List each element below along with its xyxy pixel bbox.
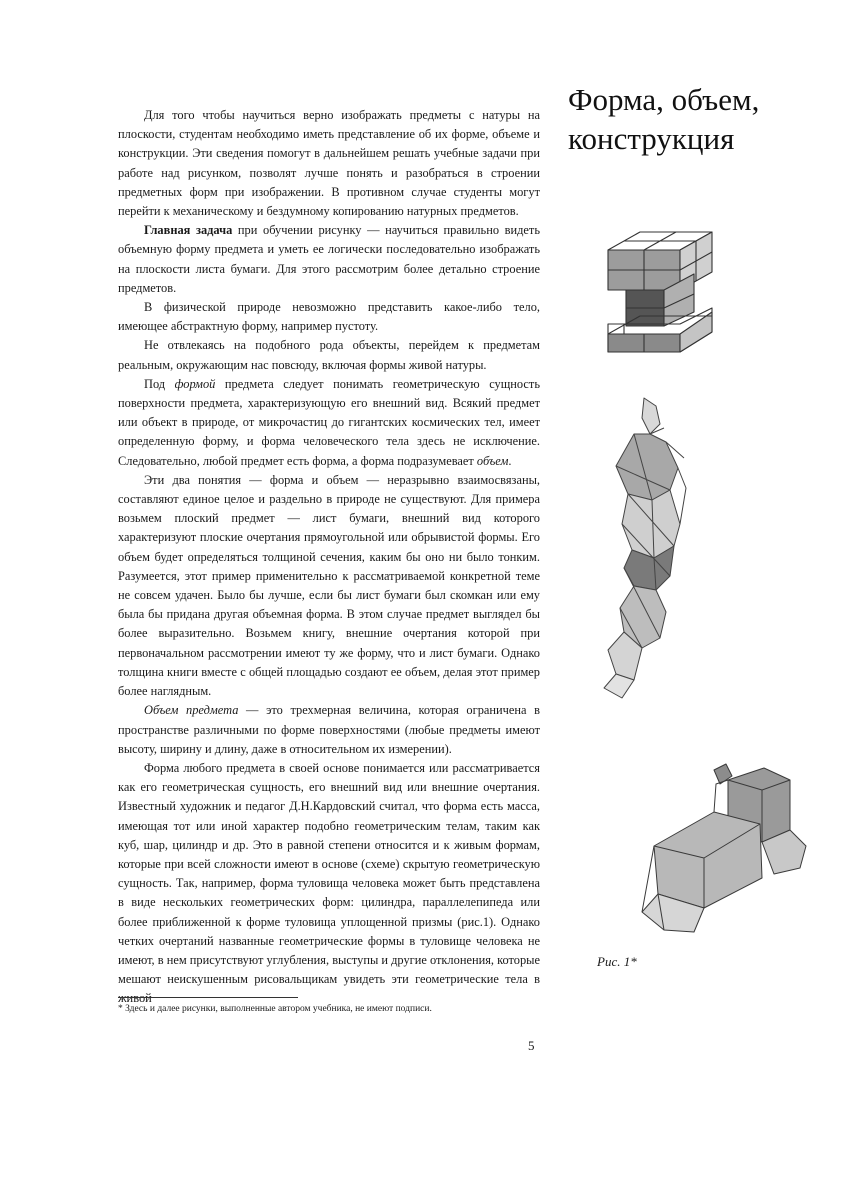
paragraph: Под формой предмета следует понимать геометрическую сущность поверхности предмета, характеризующую его внешний вид. Всякий предмет или объект в природе, от микрочастиц до гигантских космических тел, имеет определенную форму, и форма человеческого тела здесь не исключение. Следовательно, любой предмет есть форма, а форма подразумевает объем. bbox=[118, 376, 540, 468]
footnote-divider bbox=[118, 997, 298, 998]
body-text bbox=[118, 106, 540, 1009]
page-title-line-1: Форма, объем, bbox=[568, 82, 760, 117]
footnote: * Здесь и далее рисунки, выполненные автором учебника, не имеют подписи. bbox=[118, 1004, 432, 1014]
paragraph: В физической природе невозможно представить какое-либо тело, имеющее абстрактную форму, например пустоту. bbox=[118, 300, 540, 334]
sketch-prism-block bbox=[642, 764, 806, 932]
page-number: 5 bbox=[528, 1038, 535, 1053]
paragraph: Эти два понятия — форма и объем — неразрывно взаимосвязаны, составляют единое целое и раздельно в природе не существуют. Для примера возьмем плоский предмет — лист бумаги, внешний вид которого характеризуют плоские очертания прямоугольной или обрывистой формы. Его объем будет определяться толщиной сечения, каким бы оно ни было тонким. Разумеется, этот пример применительно к рассматриваемой конкретной теме не совсем удачен. Было бы лучше, если бы лист бумаги был скомкан или ему была бы придана другая объемная форма. В этом случае предмет выглядел бы более выразительно. Возьмем книгу, внешние очертания которой при первоначальном рассмотрении имеют ту же форму, что и лист бумаги. Однако толщина книги вместе с общей площадью создают ее объем, делая этот пример более наглядным. bbox=[118, 472, 540, 699]
italic-term: формой bbox=[174, 376, 216, 391]
italic-term: Объем предмета bbox=[144, 703, 239, 718]
figure-sketches bbox=[594, 228, 820, 948]
page-title bbox=[568, 80, 828, 158]
paragraph: Объем предмета — это трехмерная величина, которая ограничена в пространстве различными по форме поверхностями (любые предметы имеют высоту, ширину и длину, даже в относительном их измерении). bbox=[118, 703, 541, 756]
sketch-torso-prism bbox=[604, 398, 686, 698]
figure-sketches-illustration bbox=[594, 228, 820, 948]
paragraph: Форма любого предмета в своей основе понимается или рассматривается как его геометрическая сущность, его внешний вид или внешние очертания. Известный художник и педагог Д.Н.Кардовский считал, что форма есть масса, имеющая тот или иной характер подобно геометрическим телам, таким как куб, шар, цилиндр и др. Это в равной степени относится и к живым формам, которые при всей сложности имеют в основе (схеме) скрытую геометрическую сущность. Так, например, форма туловища человека может быть представлена в виде нескольких геометрических форм: цилиндра, параллелепипеда или более приближенной к форме туловища уплощенной призмы (рис.1). Однако четких очертаний названные геометрические формы в туловище человека не имеют, в нем присутствуют углубления, выступы и другие отклонения, которые мешают неискушенным рисовальщикам увидеть эти геометрические тела в живой bbox=[118, 760, 540, 1006]
figure-caption: Рис. 1* bbox=[597, 954, 637, 969]
paragraph: Для того чтобы научиться верно изображать предметы с натуры на плоскости, студентам необходимо иметь представление об их форме, объеме и конструкции. Эти сведения помогут в дальнейшем решать учебные задачи при работе над рисунком, позволят лучше понять и разобраться в строении предметных форм при изображении. В противном случае студенты могут перейти к механическому и бездумному копированию натурных предметов. bbox=[118, 108, 540, 219]
italic-term: объем bbox=[476, 453, 509, 468]
page-title-line-2: конструкция bbox=[568, 121, 735, 156]
bold-term: Главная задача bbox=[144, 223, 233, 238]
sketch-cube-column bbox=[608, 232, 712, 352]
paragraph: Не отвлекаясь на подобного рода объекты, перейдем к предметам реальным, окружающим нас повсюду, включая формы живой натуры. bbox=[118, 338, 540, 372]
paragraph: Главная задача при обучении рисунку — научиться правильно видеть объемную форму предмета и уметь ее логически последовательно изображать на плоскости листа бумаги. Для этого рассмотрим более детально строение предметов. bbox=[118, 223, 540, 295]
